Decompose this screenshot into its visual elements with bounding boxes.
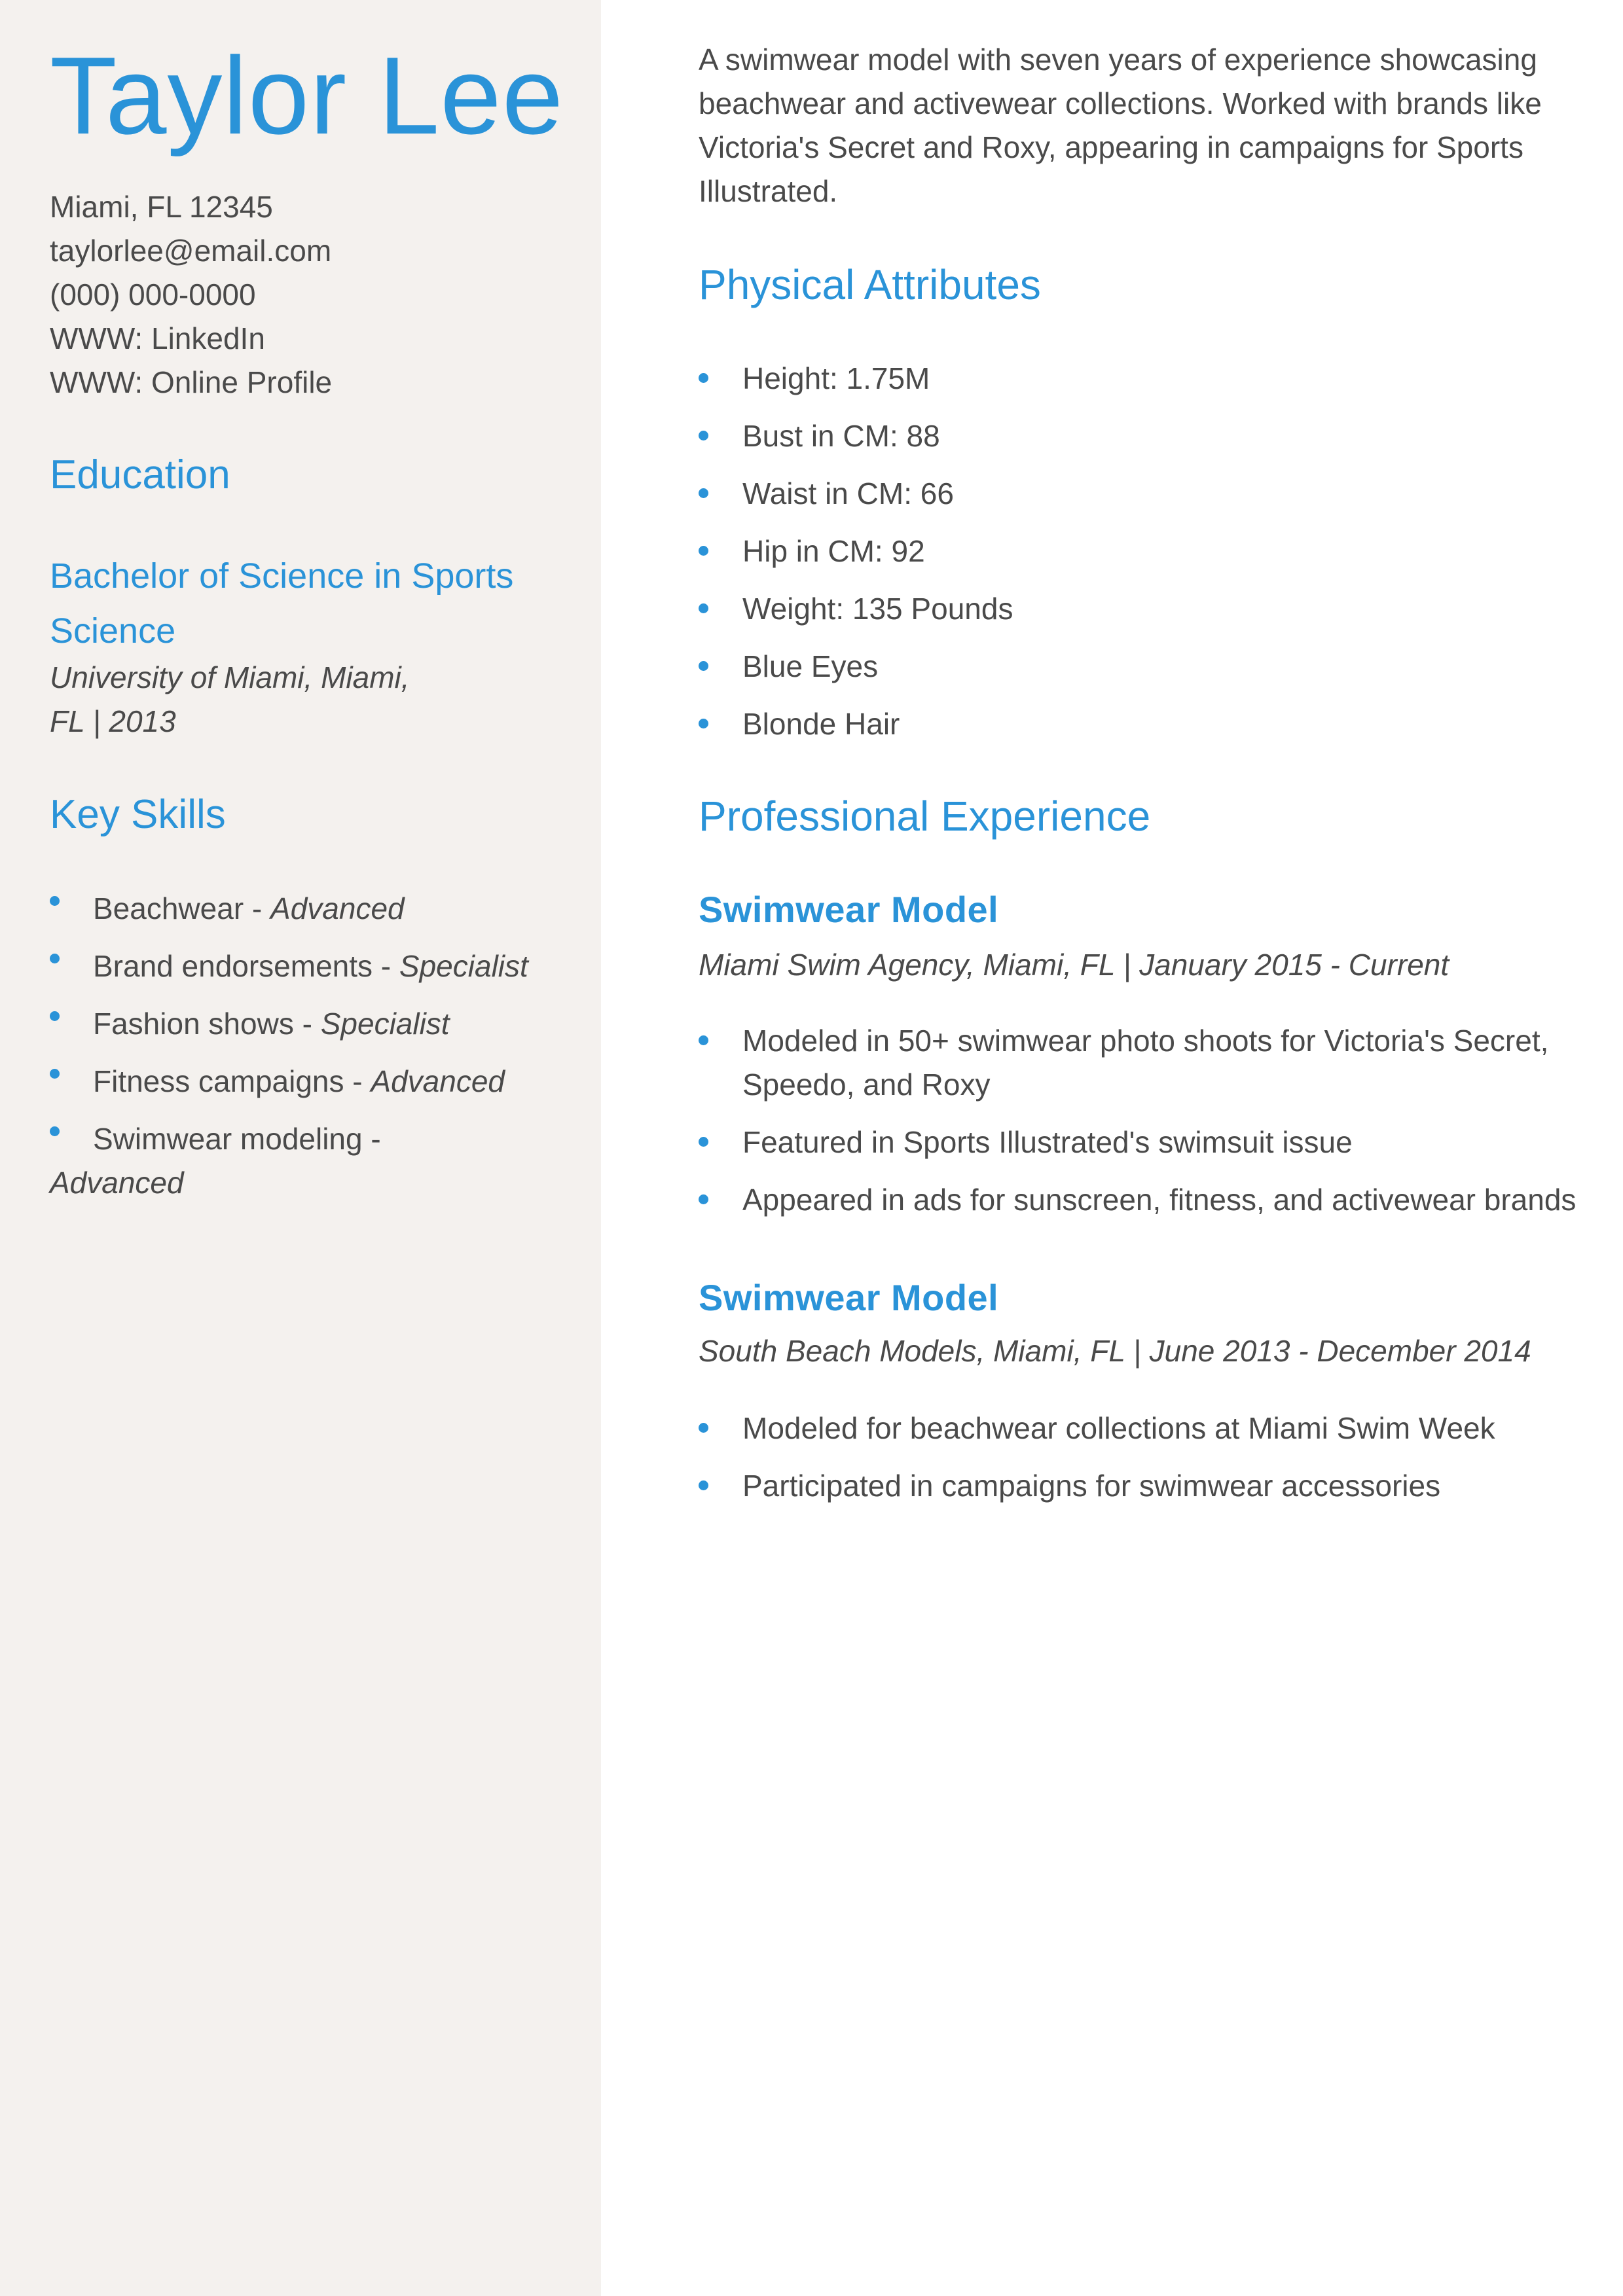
skill-level: Advanced	[270, 891, 405, 925]
bullet-dot-icon	[699, 1423, 708, 1433]
skills-heading: Key Skills	[50, 792, 226, 837]
skill-level: Advanced	[50, 1166, 184, 1200]
list-item	[699, 1407, 1602, 1450]
skill-name: Fitness campaigns	[93, 1064, 344, 1098]
education-degree: Bachelor of Science in Sports Science	[50, 556, 514, 651]
bullet-dot-icon	[699, 1137, 708, 1147]
list-item	[699, 357, 1602, 401]
sidebar	[0, 0, 601, 2296]
bullet-dot-icon	[699, 661, 708, 671]
job-title: Swimwear Model	[699, 889, 999, 930]
contact-linkedin[interactable]: WWW: LinkedIn	[50, 321, 265, 355]
bullet-dot-icon	[699, 373, 708, 383]
bullet-dot-icon	[50, 1069, 60, 1079]
physical-attributes-heading: Physical Attributes	[699, 261, 1041, 308]
skill-separator: -	[344, 1064, 371, 1098]
contact-phone: (000) 000-0000	[50, 278, 256, 312]
skill-item	[50, 944, 574, 988]
bullet-text: Participated in campaigns for swimwear accessories	[742, 1469, 1441, 1503]
bullet-dot-icon	[699, 488, 708, 498]
skill-item	[50, 887, 574, 931]
bullet-text: Featured in Sports Illustrated's swimsuit issue	[742, 1125, 1353, 1159]
bullet-dot-icon	[50, 1011, 60, 1021]
list-item	[699, 702, 1602, 746]
bullet-dot-icon	[699, 546, 708, 556]
contact-address: Miami, FL 12345	[50, 190, 273, 224]
bullet-dot-icon	[699, 1194, 708, 1204]
attribute-text: Height: 1.75M	[742, 361, 930, 395]
job-title: Swimwear Model	[699, 1277, 999, 1318]
skill-name: Brand endorsements	[93, 949, 373, 983]
education-heading: Education	[50, 452, 230, 497]
bullet-text: Modeled for beachwear collections at Miami Swim Week	[742, 1411, 1495, 1445]
skills-list	[50, 887, 574, 1219]
attribute-text: Blonde Hair	[742, 707, 900, 741]
attribute-text: Waist in CM: 66	[742, 476, 954, 511]
skill-separator: -	[362, 1122, 381, 1156]
list-item	[699, 645, 1602, 689]
candidate-name: Taylor Lee	[50, 34, 564, 157]
skill-name: Beachwear	[93, 891, 244, 925]
skill-item	[50, 1060, 574, 1103]
bullet-dot-icon	[699, 431, 708, 440]
skill-separator: -	[293, 1007, 321, 1041]
bullet-dot-icon	[50, 896, 60, 906]
experience-heading: Professional Experience	[699, 793, 1151, 840]
list-item	[699, 587, 1602, 631]
bullet-dot-icon	[699, 603, 708, 613]
attribute-text: Bust in CM: 88	[742, 419, 940, 453]
job-bullets	[699, 1019, 1602, 1236]
bullet-dot-icon	[50, 954, 60, 963]
education-school-line1: University of Miami, Miami,	[50, 660, 410, 694]
job-meta: Miami Swim Agency, Miami, FL | January 2015 - Current	[699, 948, 1450, 982]
contact-info	[50, 185, 574, 404]
bullet-text: Modeled in 50+ swimwear photo shoots for Victoria's Secret, Speedo, and Roxy	[742, 1024, 1549, 1102]
education-school-line2: FL | 2013	[50, 704, 176, 738]
list-item	[699, 1019, 1602, 1107]
bullet-dot-icon	[699, 1035, 708, 1045]
skill-item	[50, 1002, 574, 1046]
skill-level: Specialist	[320, 1007, 450, 1041]
bullet-dot-icon	[699, 719, 708, 728]
list-item	[699, 414, 1602, 458]
list-item	[699, 1121, 1602, 1164]
bullet-dot-icon	[50, 1126, 60, 1136]
skill-separator: -	[244, 891, 271, 925]
professional-summary: A swimwear model with seven years of experience showcasing beachwear and activewear collections. Worked with brands like Victoria's Secret and Roxy, appearing in campaigns for Sports Illustrated.	[699, 43, 1542, 208]
education-school	[50, 656, 508, 744]
physical-attributes-list	[699, 357, 1602, 760]
job-meta: South Beach Models, Miami, FL | June 2013 - December 2014	[699, 1334, 1531, 1368]
attribute-text: Weight: 135 Pounds	[742, 592, 1013, 626]
skill-level: Advanced	[371, 1064, 505, 1098]
bullet-text: Appeared in ads for sunscreen, fitness, and activewear brands	[742, 1183, 1577, 1217]
attribute-text: Blue Eyes	[742, 649, 879, 683]
list-item	[699, 1464, 1602, 1508]
skill-name: Fashion shows	[93, 1007, 294, 1041]
list-item	[699, 1178, 1602, 1222]
skill-item	[50, 1117, 574, 1205]
list-item	[699, 472, 1602, 516]
skill-separator: -	[373, 949, 399, 983]
bullet-dot-icon	[699, 1480, 708, 1490]
job-bullets	[699, 1407, 1602, 1522]
skill-level: Specialist	[399, 949, 528, 983]
attribute-text: Hip in CM: 92	[742, 534, 925, 568]
contact-email[interactable]: taylorlee@email.com	[50, 234, 332, 268]
contact-online-profile[interactable]: WWW: Online Profile	[50, 365, 333, 399]
skill-name: Swimwear modeling	[93, 1122, 363, 1156]
list-item	[699, 529, 1602, 573]
